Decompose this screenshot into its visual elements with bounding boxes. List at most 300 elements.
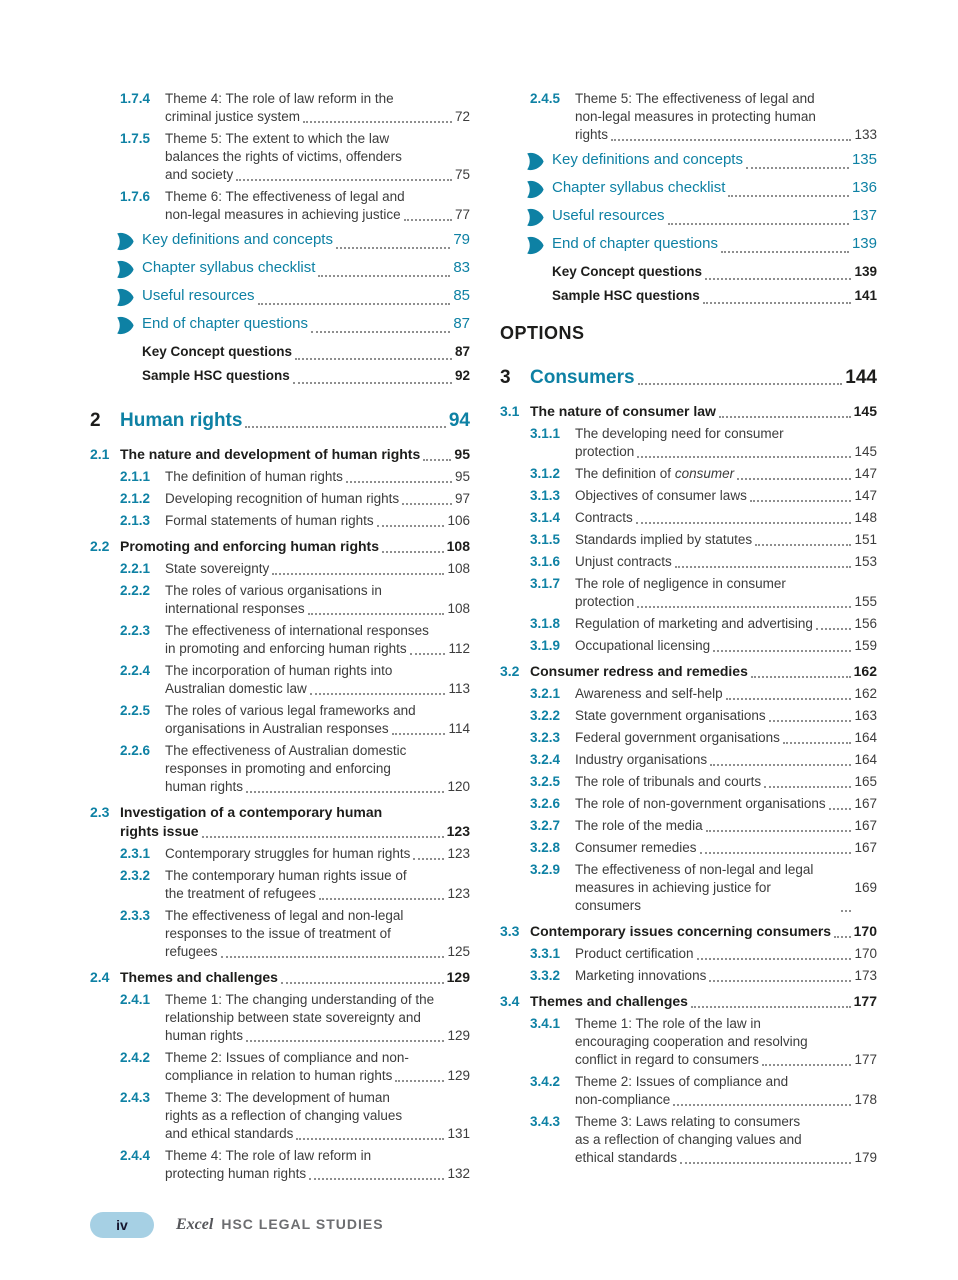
entry-number: 2.2.4: [120, 663, 151, 678]
entry-text-line: [165, 622, 470, 640]
entry-text: [165, 512, 374, 530]
entry-text-line: [575, 425, 877, 443]
entry-text: [120, 968, 278, 987]
entry-text: [142, 312, 308, 336]
entry-number: 2.2.2: [120, 583, 151, 598]
entry-number: 2.2.1: [120, 561, 151, 576]
entry-body: [575, 425, 877, 461]
toc-entry: [500, 553, 877, 571]
entry-text-line: [165, 130, 470, 148]
page-number: 162: [854, 686, 877, 701]
text: Occupational licensing: [575, 638, 711, 653]
text: Product certification: [575, 946, 694, 961]
page-number: 148: [854, 510, 877, 525]
text: The definition of human rights: [165, 469, 343, 484]
entry-number: 3.2.4: [530, 752, 561, 767]
entry-last-line: [165, 720, 470, 738]
text: Theme 4: The role of law reform in: [165, 1148, 372, 1163]
entry-body: [165, 582, 470, 618]
entry-text: [575, 967, 706, 985]
entry-last-line: [165, 943, 470, 961]
entry-last-line: [142, 312, 470, 336]
toc-entry: [90, 845, 470, 863]
dot-leader: [816, 628, 852, 630]
toc-entry: [500, 1015, 877, 1069]
entry-last-line: [165, 108, 470, 126]
dot-leader: [706, 830, 852, 832]
entry-text: [575, 945, 694, 963]
entry-text: [552, 232, 718, 256]
entry-text-line: [165, 1107, 470, 1125]
dot-leader: [402, 503, 452, 505]
entry-text: [575, 487, 747, 505]
entry-body: [575, 707, 877, 725]
entry-text-line: [165, 90, 470, 108]
entry-body: [575, 685, 877, 703]
toc-entry: [90, 702, 470, 738]
text: human rights: [165, 1028, 244, 1043]
toc-entry: [90, 468, 470, 486]
dot-leader: [746, 167, 849, 169]
entry-last-line: [165, 206, 470, 224]
text: Theme 2: Issues of compliance and: [575, 1074, 789, 1089]
entry-text: [575, 795, 826, 813]
text: The roles of various legal frameworks and: [165, 703, 416, 718]
entry-text-line: [575, 575, 877, 593]
text: The definition of: [575, 466, 675, 481]
toc-entry-bullet: [500, 148, 877, 175]
entry-last-line: [165, 1067, 470, 1085]
text: rights issue: [120, 823, 199, 839]
toc-entry-bold: [90, 364, 470, 387]
chapter-line: [120, 409, 470, 433]
entry-number: 3.2.8: [530, 840, 561, 855]
dot-leader: [638, 383, 843, 385]
text: protection: [575, 594, 635, 609]
entry-body: [575, 637, 877, 655]
dot-leader: [281, 982, 444, 984]
page-number: 114: [448, 721, 470, 736]
entry-last-line: [575, 126, 877, 144]
dot-leader: [382, 551, 444, 553]
entry-last-line: [165, 1125, 470, 1143]
entry-text-line: [165, 148, 470, 166]
entry-text: [142, 228, 333, 252]
toc-entry-bullet: [90, 312, 470, 339]
entry-last-line: [165, 1027, 470, 1045]
entry-text: [552, 284, 700, 307]
dot-leader: [245, 426, 445, 428]
entry-body: [575, 531, 877, 549]
text: Formal statements of human rights: [165, 513, 374, 528]
toc-entry-bullet: [90, 228, 470, 255]
entry-body: [120, 968, 470, 987]
entry-last-line: [575, 879, 877, 915]
entry-number: 1.7.4: [120, 91, 151, 106]
dot-leader: [202, 836, 444, 838]
entry-last-line: [575, 773, 877, 791]
toc-entry: [90, 1147, 470, 1183]
toc-entry: [500, 465, 877, 483]
entry-text: [142, 340, 292, 363]
dot-leader: [310, 693, 446, 695]
entry-last-line: [575, 817, 877, 835]
toc-entry-bullet: [90, 256, 470, 283]
page-number: 177: [854, 1052, 877, 1067]
entry-text-line: [575, 90, 877, 108]
toc-entry: [500, 487, 877, 505]
italic-text: consumer: [674, 466, 735, 481]
page-number: 147: [854, 466, 877, 481]
entry-number: 2.3.3: [120, 908, 151, 923]
dot-leader: [710, 764, 851, 766]
arrow-bullet-icon: [526, 208, 545, 235]
toc-entry: [90, 622, 470, 658]
text: compliance in relation to human rights: [165, 1068, 393, 1083]
entry-number: 3.3.2: [530, 968, 561, 983]
dot-leader: [272, 573, 444, 575]
entry-last-line: [575, 945, 877, 963]
chapter-body: [120, 409, 470, 433]
toc-entry: [500, 531, 877, 549]
text: relationship between state sovereignty and: [165, 1010, 421, 1025]
page-number: 159: [854, 638, 877, 653]
page-number: 155: [854, 594, 877, 609]
entry-text: [165, 490, 399, 508]
entry-text: [575, 509, 633, 527]
entry-last-line: [575, 615, 877, 633]
page-number: 87: [454, 344, 470, 359]
entry-text: [165, 943, 218, 961]
entry-last-line: [530, 402, 877, 421]
entry-last-line: [552, 204, 877, 228]
entry-text: [165, 560, 269, 578]
entry-text: [165, 166, 233, 184]
toc-entry-bullet: [90, 284, 470, 311]
entry-number: 3.2: [500, 663, 520, 679]
page-number: 113: [448, 681, 470, 696]
text: responses in promoting and enforcing: [165, 761, 391, 776]
toc-entry: [500, 509, 877, 527]
toc-entry: [90, 188, 470, 224]
arrow-bullet-icon: [526, 236, 545, 263]
dot-leader: [295, 358, 452, 360]
toc-entry-bullet: [500, 176, 877, 203]
entry-body: [165, 90, 470, 126]
page-number: 177: [853, 993, 877, 1009]
text: The effectiveness of Australian domestic: [165, 743, 407, 758]
entry-body: [552, 232, 877, 259]
entry-text: [165, 1027, 243, 1045]
page-number: 77: [454, 207, 470, 222]
entry-text: [165, 1067, 392, 1085]
entry-text-line: [165, 188, 470, 206]
entry-number: 2.2.5: [120, 703, 151, 718]
entry-body: [530, 662, 877, 681]
page-number: 94: [448, 410, 470, 431]
entry-number: 3.2.9: [530, 862, 561, 877]
entry-last-line: [142, 340, 470, 363]
page-number: 164: [854, 752, 877, 767]
text: and ethical standards: [165, 1126, 294, 1141]
toc-entry: [500, 773, 877, 791]
entry-body: [165, 560, 470, 578]
text: encouraging cooperation and resolving: [575, 1034, 808, 1049]
entry-body: [165, 188, 470, 224]
toc-entry: [500, 795, 877, 813]
text: Australian domestic law: [165, 681, 307, 696]
dot-leader: [719, 416, 851, 418]
page-number-badge: iv: [90, 1212, 154, 1238]
page-number: 167: [854, 818, 877, 833]
page-number: 131: [447, 1126, 470, 1141]
entry-text: [165, 778, 243, 796]
dot-leader: [336, 247, 450, 249]
text: ethical standards: [575, 1150, 678, 1165]
text: Theme 4: The role of law reform in the: [165, 91, 394, 106]
entry-last-line: [120, 968, 470, 987]
text: non-compliance: [575, 1092, 671, 1107]
entry-number: 3.1.4: [530, 510, 561, 525]
text: protection: [575, 444, 635, 459]
text: Sample HSC questions: [552, 288, 700, 303]
text: Sample HSC questions: [142, 368, 290, 383]
dot-leader: [762, 1064, 852, 1066]
entry-text: [575, 126, 608, 144]
page-number: 144: [845, 367, 877, 388]
toc-entry: [90, 130, 470, 184]
page-number: 106: [447, 513, 470, 528]
entry-last-line: [575, 729, 877, 747]
arrow-bullet-icon: [526, 180, 545, 207]
page-number: 129: [447, 1068, 470, 1083]
text: The incorporation of human rights into: [165, 663, 393, 678]
dot-leader: [309, 1178, 444, 1180]
book-title-excel: Excel: [176, 1216, 214, 1233]
entry-number: 3.1.8: [530, 616, 561, 631]
entry-text: [575, 531, 752, 549]
entry-body: [575, 795, 877, 813]
entry-number: 3.4.2: [530, 1074, 561, 1089]
entry-last-line: [120, 445, 470, 464]
page-number: 125: [447, 944, 470, 959]
entry-text-line: [165, 991, 470, 1009]
entry-text: [120, 822, 199, 841]
dot-leader: [713, 650, 851, 652]
text: The effectiveness of international responses: [165, 623, 429, 638]
entry-body: [530, 922, 877, 941]
text: conflict in regard to consumers: [575, 1052, 759, 1067]
entry-text-line: [165, 1009, 470, 1027]
text: international responses: [165, 601, 305, 616]
entry-number: 3.3: [500, 923, 520, 939]
entry-body: [575, 553, 877, 571]
text: Theme 6: The effectiveness of legal and: [165, 189, 405, 204]
entry-number: 3.1.2: [530, 466, 561, 481]
entry-body: [165, 512, 470, 530]
toc-entry-bold: [500, 260, 877, 283]
text: Key Concept questions: [142, 344, 293, 359]
page-number: 164: [854, 730, 877, 745]
page-number: 151: [854, 532, 877, 547]
page-number: 120: [447, 779, 470, 794]
entry-body: [575, 575, 877, 611]
toc-entry: [90, 90, 470, 126]
entry-text-line: [575, 1033, 877, 1051]
toc-entry: [90, 991, 470, 1045]
dot-leader: [236, 179, 452, 181]
entry-body: [165, 490, 470, 508]
entry-text-line: [165, 662, 470, 680]
entry-number: 2.1.2: [120, 491, 151, 506]
entry-body: [165, 991, 470, 1045]
page-number: 167: [854, 840, 877, 855]
toc-entry: [90, 662, 470, 698]
entry-number: 2.1.3: [120, 513, 151, 528]
entry-body: [120, 537, 470, 556]
entry-last-line: [575, 707, 877, 725]
entry-text: [165, 720, 389, 738]
entry-last-line: [165, 640, 470, 658]
text: Chapter syllabus checklist: [142, 259, 316, 276]
entry-text: [120, 537, 379, 556]
toc-entry: [500, 402, 877, 421]
entry-last-line: [530, 922, 877, 941]
entry-body: [575, 729, 877, 747]
entry-number: 1.7.5: [120, 131, 151, 146]
text: Chapter syllabus checklist: [552, 179, 726, 196]
text: Investigation of a contemporary human: [120, 804, 383, 820]
dot-leader: [697, 958, 852, 960]
entry-last-line: [142, 228, 470, 252]
toc-entry-bold: [500, 284, 877, 307]
entry-last-line: [165, 680, 470, 698]
entry-body: [165, 622, 470, 658]
entry-last-line: [575, 1091, 877, 1109]
entry-text-line: [120, 803, 470, 822]
entry-text: [575, 443, 634, 461]
entry-text: [165, 206, 401, 224]
entry-body: [165, 845, 470, 863]
toc-entry: [90, 560, 470, 578]
entry-text: [575, 773, 761, 791]
page-number: 145: [853, 403, 877, 419]
entry-number: 3.1.5: [530, 532, 561, 547]
text: Contracts: [575, 510, 633, 525]
text: Contemporary issues concerning consumers: [530, 923, 832, 939]
text: Key Concept questions: [552, 264, 703, 279]
page-number: 136: [851, 179, 877, 196]
arrow-bullet-icon: [116, 288, 135, 315]
entry-text-line: [575, 108, 877, 126]
entry-last-line: [165, 490, 470, 508]
entry-text: [575, 615, 813, 633]
text: as a reflection of changing values and: [575, 1132, 802, 1147]
entry-text: [552, 260, 702, 283]
text: Federal government organisations: [575, 730, 780, 745]
entry-text: [142, 364, 290, 387]
text: criminal justice system: [165, 109, 301, 124]
toc-entry: [90, 490, 470, 508]
text: Industry organisations: [575, 752, 708, 767]
entry-body: [165, 1089, 470, 1143]
entry-number: 3.2.6: [530, 796, 561, 811]
text: Objectives of consumer laws: [575, 488, 747, 503]
entry-last-line: [552, 284, 877, 307]
toc-entry: [500, 685, 877, 703]
text: The role of negligence in consumer: [575, 576, 786, 591]
entry-text: [530, 402, 716, 421]
entry-last-line: [575, 967, 877, 985]
entry-body: [575, 861, 877, 915]
chapter-heading: [90, 409, 470, 433]
text: Awareness and self-help: [575, 686, 723, 701]
entry-body: [552, 260, 877, 283]
entry-last-line: [165, 560, 470, 578]
text: The role of non-government organisations: [575, 796, 826, 811]
entry-last-line: [552, 176, 877, 200]
entry-number: 3.1: [500, 403, 520, 419]
entry-number: 3.2.2: [530, 708, 561, 723]
entry-body: [142, 340, 470, 363]
toc-entry: [90, 512, 470, 530]
chapter-title: Consumers: [530, 367, 635, 388]
entry-body: [165, 468, 470, 486]
chapter-heading: [500, 366, 877, 390]
text: Standards implied by statutes: [575, 532, 753, 547]
toc-entry: [500, 945, 877, 963]
dot-leader: [308, 613, 445, 615]
entry-text: [552, 204, 665, 228]
dot-leader: [751, 676, 851, 678]
toc-entry: [500, 575, 877, 611]
text: Consumer remedies: [575, 840, 697, 855]
entry-number: 3.2.7: [530, 818, 561, 833]
entry-number: 2.1.1: [120, 469, 151, 484]
page-number: 156: [854, 616, 877, 631]
entry-body: [575, 465, 877, 483]
entry-text: [142, 256, 315, 280]
text: Useful resources: [142, 287, 255, 304]
entry-number: 3.1.9: [530, 638, 561, 653]
dot-leader: [703, 302, 852, 304]
arrow-bullet-icon: [116, 316, 135, 343]
book-title-rest: HSC LEGAL STUDIES: [221, 1216, 384, 1232]
entry-number: 3.2.3: [530, 730, 561, 745]
page-number: 132: [447, 1166, 470, 1181]
dot-leader: [750, 500, 852, 502]
entry-text: [575, 685, 723, 703]
text: The effectiveness of non-legal and legal: [575, 862, 814, 877]
toc-entry-bullet: [500, 204, 877, 231]
entry-text: [165, 640, 407, 658]
page-number: 137: [851, 207, 877, 224]
toc-entry: [90, 742, 470, 796]
page-number: 169: [854, 880, 877, 895]
entry-text-line: [165, 1089, 470, 1107]
entry-last-line: [575, 487, 877, 505]
entry-last-line: [530, 992, 877, 1011]
entry-body: [142, 284, 470, 311]
text: The developing need for consumer: [575, 426, 784, 441]
text: The effectiveness of legal and non-legal: [165, 908, 404, 923]
page-number: 92: [454, 368, 470, 383]
dot-leader: [346, 481, 452, 483]
toc-entry: [90, 537, 470, 556]
book-title: [176, 1216, 384, 1234]
entry-last-line: [165, 600, 470, 618]
entry-body: [165, 742, 470, 796]
